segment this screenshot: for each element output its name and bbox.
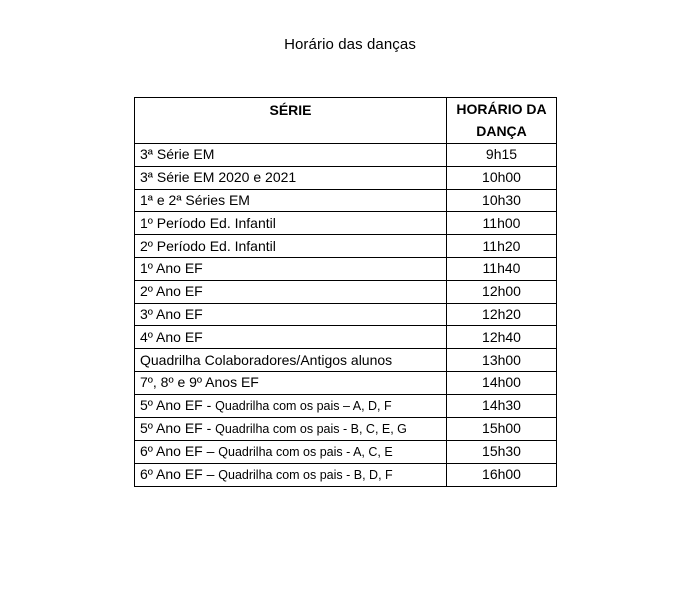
dance-schedule-table <box>134 97 557 487</box>
serie-detail: Quadrilha com os pais - A, C, E <box>218 444 393 459</box>
serie-cell: 7º, 8º e 9º Anos EF <box>135 371 447 394</box>
serie-main: 5º Ano EF - <box>140 419 216 436</box>
serie-detail: Quadrilha com os pais - B, D, F <box>218 467 393 482</box>
column-header-serie: SÉRIE <box>135 98 447 144</box>
column-header-horario-line1: HORÁRIO DA <box>456 101 547 117</box>
serie-cell: 1º Ano EF <box>135 257 447 280</box>
serie-cell: 2º Ano EF <box>135 280 447 303</box>
column-header-horario-line2: DANÇA <box>476 123 527 139</box>
horario-cell: 14h00 <box>447 371 557 394</box>
table-row <box>135 326 557 349</box>
horario-cell: 9h15 <box>447 144 557 167</box>
serie-cell: Quadrilha Colaboradores/Antigos alunos <box>135 349 447 372</box>
table-row <box>135 440 557 463</box>
horario-cell: 10h00 <box>447 166 557 189</box>
table-row <box>135 189 557 212</box>
horario-cell: 15h30 <box>447 440 557 463</box>
horario-cell: 12h40 <box>447 326 557 349</box>
serie-main: 5º Ano EF - <box>140 396 216 413</box>
horario-cell: 11h40 <box>447 257 557 280</box>
horario-cell: 11h00 <box>447 212 557 235</box>
table-header-row <box>135 98 557 144</box>
horario-cell: 15h00 <box>447 417 557 440</box>
serie-detail: Quadrilha com os pais - B, C, E, G <box>215 421 407 436</box>
table-row <box>135 144 557 167</box>
table-row <box>135 303 557 326</box>
horario-cell: 12h00 <box>447 280 557 303</box>
column-header-horario <box>447 98 557 144</box>
serie-cell <box>135 417 447 440</box>
serie-cell: 2º Período Ed. Infantil <box>135 235 447 258</box>
serie-cell <box>135 394 447 417</box>
horario-cell: 12h20 <box>447 303 557 326</box>
table-row <box>135 212 557 235</box>
serie-cell: 3º Ano EF <box>135 303 447 326</box>
table-row <box>135 280 557 303</box>
horario-cell: 10h30 <box>447 189 557 212</box>
horario-cell: 16h00 <box>447 463 557 486</box>
page-title: Horário das danças <box>284 36 416 53</box>
serie-cell: 1º Período Ed. Infantil <box>135 212 447 235</box>
serie-main: 6º Ano EF – <box>140 465 219 482</box>
table-row <box>135 349 557 372</box>
horario-cell: 11h20 <box>447 235 557 258</box>
table-row <box>135 166 557 189</box>
horario-cell: 14h30 <box>447 394 557 417</box>
table-row <box>135 463 557 486</box>
serie-cell <box>135 463 447 486</box>
table-row <box>135 371 557 394</box>
horario-cell: 13h00 <box>447 349 557 372</box>
serie-cell: 3ª Série EM <box>135 144 447 167</box>
serie-detail: Quadrilha com os pais – A, D, F <box>215 398 392 413</box>
table-row <box>135 417 557 440</box>
serie-cell: 3ª Série EM 2020 e 2021 <box>135 166 447 189</box>
serie-main: 6º Ano EF – <box>140 442 219 459</box>
serie-cell: 1ª e 2ª Séries EM <box>135 189 447 212</box>
serie-cell <box>135 440 447 463</box>
table-row <box>135 394 557 417</box>
serie-cell: 4º Ano EF <box>135 326 447 349</box>
table-row <box>135 235 557 258</box>
table-row <box>135 257 557 280</box>
